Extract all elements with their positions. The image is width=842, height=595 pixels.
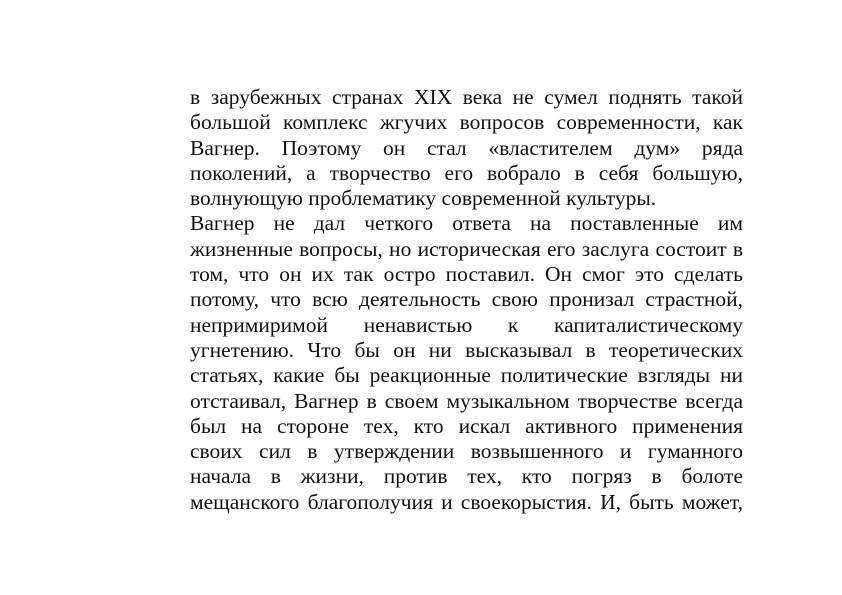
text-line: мещанского благополучия и своекорыстия. И, быть может, — [190, 489, 743, 514]
text-line: статьях, какие бы реакционные политические взгляды ни — [190, 363, 743, 388]
paragraph-1 — [190, 85, 743, 211]
text-line: волнующую проблематику современной культуры. — [190, 186, 657, 211]
text-line: своих сил в утверждении возвышенного и гуманного — [190, 439, 743, 464]
text-line: большой комплекс жгучих вопросов современности, как — [190, 110, 743, 135]
text-line: жизненные вопросы, но историческая его заслуга состоит в — [190, 236, 743, 261]
text-line: был на стороне тех, кто искал активного применения — [190, 413, 743, 438]
text-line: начала в жизни, против тех, кто погряз в болоте — [190, 464, 743, 489]
text-line: Вагнер не дал четкого ответа на поставленные им — [190, 211, 743, 236]
text-line: непримиримой ненавистью к капиталистическому — [190, 312, 743, 337]
text-line: потому, что всю деятельность свою пронизал страстной, — [190, 287, 743, 312]
text-line: Вагнер. Поэтому он стал «властителем дум» ряда — [190, 135, 743, 160]
body-text — [190, 85, 743, 515]
paragraph-2 — [190, 211, 743, 515]
text-line: том, что он их так остро поставил. Он смог это сделать — [190, 262, 743, 287]
text-line: поколений, а творчество его вобрало в себя большую, — [190, 160, 743, 185]
text-line: угнетению. Что бы он ни высказывал в теоретических — [190, 337, 743, 362]
text-line: отстаивал, Вагнер в своем музыкальном творчестве всегда — [190, 388, 743, 413]
text-line: в зарубежных странах XIX века не сумел поднять такой — [190, 85, 743, 109]
